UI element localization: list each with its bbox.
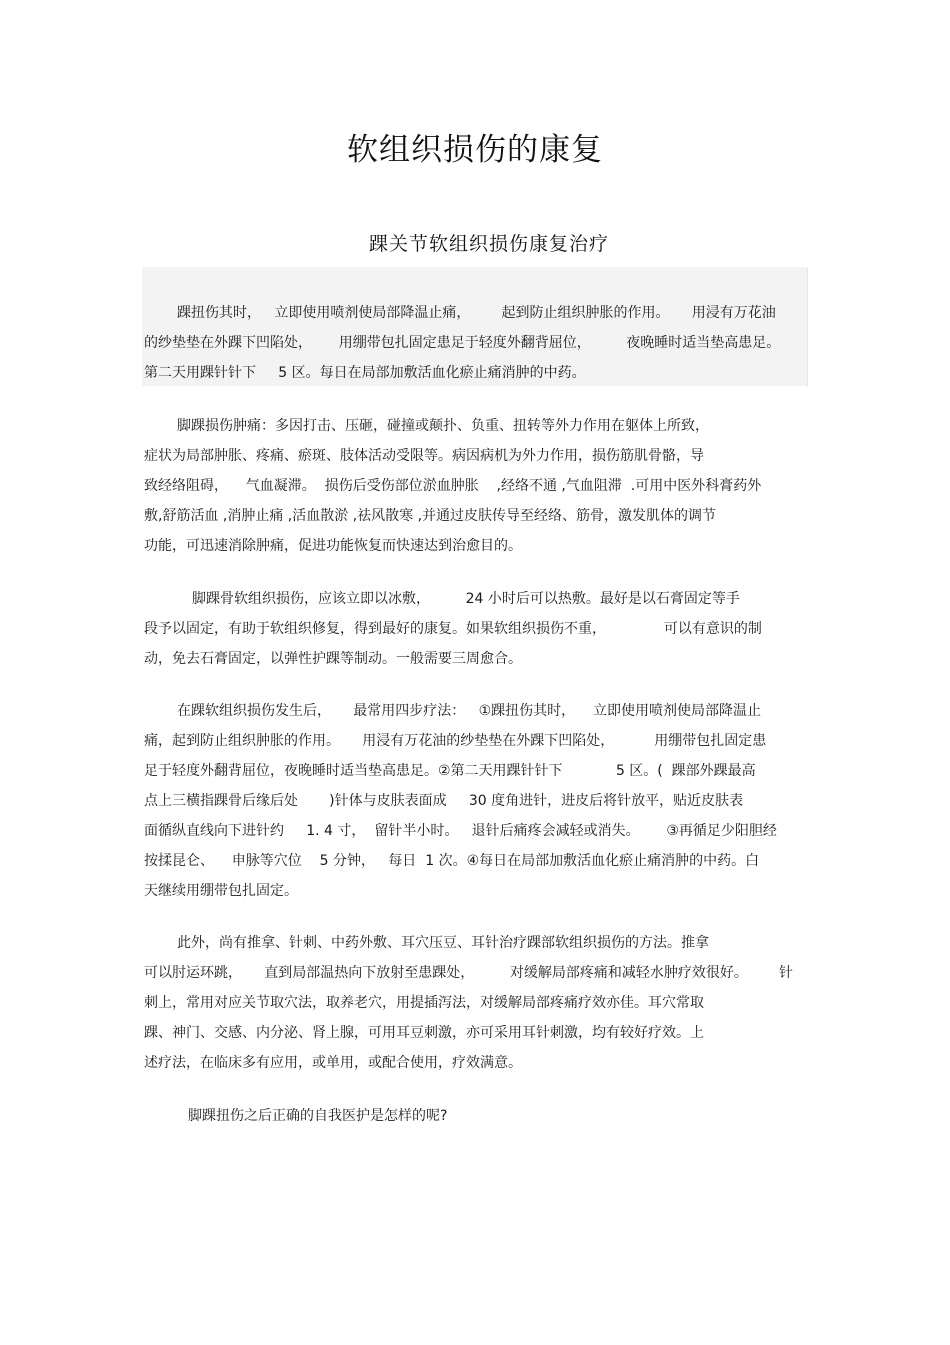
page-title: 软组织损伤的康复 xyxy=(347,132,603,168)
paragraph-line: 致经络阻碍， 气血凝滞。 损伤后受伤部位淤血肿胀 ,经络不通 ,气血阻滞 .可用中医外科膏药外 xyxy=(144,478,762,494)
paragraph-line: 踝扭伤其时， 立即使用喷剂使局部降温止痛， 起到防止组织肿胀的作用。 用浸有万花油 xyxy=(177,305,776,321)
paragraph-line: 的纱垫垫在外踝下凹陷处， 用绷带包扎固定患足于轻度外翻背屈位， 夜晚睡时适当垫高患足。 xyxy=(144,335,781,351)
paragraph-line: 脚踝骨软组织损伤，应该立即以冰敷， 24 小时后可以热敷。最好是以石膏固定等手 xyxy=(192,591,740,607)
paragraph-5 xyxy=(144,928,812,1078)
paragraph-line: 脚踝损伤肿痛：多因打击、压砸，碰撞或颠扑、负重、扭转等外力作用在躯体上所致， xyxy=(177,418,709,434)
paragraph-line: 功能，可迅速消除肿痛，促进功能恢复而快速达到治愈目的。 xyxy=(144,538,522,554)
paragraph-3 xyxy=(144,584,812,674)
paragraph-line: 述疗法，在临床多有应用，或单用，或配合使用，疗效满意。 xyxy=(144,1055,522,1071)
paragraph-2 xyxy=(144,411,812,561)
paragraph-line: 脚踝扭伤之后正确的自我医护是怎样的呢? xyxy=(188,1108,448,1124)
paragraph-6 xyxy=(144,1101,812,1131)
paragraph-line: 点上三横指踝骨后缘后处 )针体与皮肤表面成 30 度角进针，进皮后将针放平，贴近皮肤表 xyxy=(144,793,744,809)
paragraph-line: 面循纵直线向下进针约 1. 4 寸， 留针半小时。 退针后痛疼会减轻或消失。 ③再循足少阳胆经 xyxy=(144,823,777,839)
paragraph-line: 按揉昆仑、 申脉等穴位 5 分钟， 每日 1 次。④每日在局部加敷活血化瘀止痛消肿的中药。白 xyxy=(144,853,760,869)
paragraph-line: 足于轻度外翻背屈位，夜晚睡时适当垫高患足。②第二天用踝针针下 5 区。( 踝部外踝最高 xyxy=(144,763,756,779)
paragraph-1 xyxy=(144,298,812,388)
paragraph-line: 敷,舒筋活血 ,消肿止痛 ,活血散淤 ,祛风散寒 ,并通过皮肤传导至经络、筋骨，激发肌体的调节 xyxy=(144,508,717,524)
paragraph-line: 动，免去石膏固定，以弹性护踝等制动。一般需要三周愈合。 xyxy=(144,651,522,667)
paragraph-line: 天继续用绷带包扎固定。 xyxy=(144,883,298,899)
paragraph-line: 痛，起到防止组织肿胀的作用。 用浸有万花油的纱垫垫在外踝下凹陷处， 用绷带包扎固定患 xyxy=(144,733,767,749)
paragraph-line: 此外，尚有推拿、针刺、中药外敷、耳穴压豆、耳针治疗踝部软组织损伤的方法。推拿 xyxy=(177,935,709,951)
paragraph-line: 在踝软组织损伤发生后， 最常用四步疗法： ①踝扭伤其时， 立即使用喷剂使局部降温止 xyxy=(177,703,761,719)
paragraph-4 xyxy=(144,696,812,906)
paragraph-line: 可以肘运环跳， 直到局部温热向下放射至患踝处， 对缓解局部疼痛和减轻水肿疗效很好。 针 xyxy=(144,965,794,981)
paragraph-line: 第二天用踝针针下 5 区。每日在局部加敷活血化瘀止痛消肿的中药。 xyxy=(144,365,586,381)
paragraph-line: 踝、神门、交感、内分泌、肾上腺，可用耳豆刺激，亦可采用耳针刺激，均有较好疗效。上 xyxy=(144,1025,704,1041)
paragraph-line: 段予以固定，有助于软组织修复，得到最好的康复。如果软组织损伤不重， 可以有意识的制 xyxy=(144,621,762,637)
paragraph-line: 刺上，常用对应关节取穴法，取养老穴，用提插泻法，对缓解局部疼痛疗效亦佳。耳穴常取 xyxy=(144,995,704,1011)
section-subtitle: 踝关节软组织损伤康复治疗 xyxy=(368,233,609,255)
paragraph-line: 症状为局部肿胀、疼痛、瘀斑、肢体活动受限等。病因病机为外力作用，损伤筋肌骨骼，导 xyxy=(144,448,704,464)
